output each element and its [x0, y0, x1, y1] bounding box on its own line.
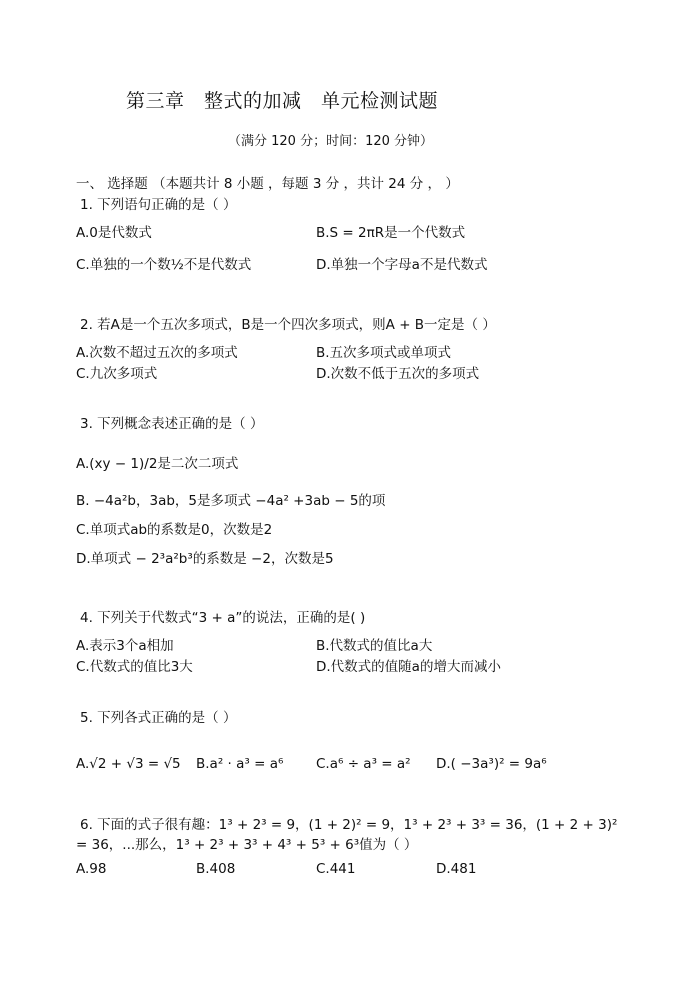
exam-info: （满分 120 分；时间：120 分钟） [228, 134, 434, 149]
question-1-option-d: D.单独一个字母a不是代数式 [316, 257, 488, 273]
question-1-option-c: C.单独的一个数½不是代数式 [76, 257, 252, 273]
question-4-option-b: B.代数式的值比a大 [316, 638, 433, 654]
page-title: 第三章 整式的加减 单元检测试题 [126, 90, 439, 112]
question-6-stem-line-1: 6. 下面的式子很有趣：1³ + 2³ = 9，(1 + 2)² = 9，1³ + 2³ + 3³ = 36，(1 + 2 + 3)² [80, 817, 618, 833]
question-6-option-a: A.98 [76, 861, 107, 877]
question-4-option-c: C.代数式的值比3大 [76, 659, 193, 675]
question-2-option-a: A.次数不超过五次的多项式 [76, 345, 238, 361]
question-3-stem: 3. 下列概念表述正确的是（ ） [80, 416, 264, 432]
question-1-option-b: B.S = 2πR是一个代数式 [316, 225, 466, 241]
question-2-stem: 2. 若A是一个五次多项式，B是一个四次多项式，则A + B一定是（ ） [80, 317, 496, 333]
question-3-option-c: C.单项式ab的系数是0，次数是2 [76, 522, 273, 538]
question-5-option-b: B.a² · a³ = a⁶ [196, 756, 284, 772]
section-heading: 一、 选择题 （本题共计 8 小题 ，每题 3 分 ，共计 24 分 ， ） [76, 176, 459, 192]
question-1-stem: 1. 下列语句正确的是（ ） [80, 197, 237, 213]
question-6-option-d: D.481 [436, 861, 477, 877]
question-6-option-c: C.441 [316, 861, 356, 877]
question-5-stem: 5. 下列各式正确的是（ ） [80, 710, 237, 726]
question-1-option-a: A.0是代数式 [76, 225, 152, 241]
question-5-option-c: C.a⁶ ÷ a³ = a² [316, 756, 411, 772]
question-2-option-b: B.五次多项式或单项式 [316, 345, 452, 361]
question-3-option-d: D.单项式 − 2³a²b³的系数是 −2，次数是5 [76, 551, 334, 567]
question-3-option-a: A.(xy − 1)/2是二次二项式 [76, 456, 239, 472]
question-4-option-a: A.表示3个a相加 [76, 638, 174, 654]
question-5-option-d: D.( −3a³)² = 9a⁶ [436, 756, 547, 772]
question-2-option-d: D.次数不低于五次的多项式 [316, 366, 480, 382]
question-6-stem-line-2: = 36，...那么，1³ + 2³ + 3³ + 4³ + 5³ + 6³值为（ ） [76, 837, 418, 853]
question-3-option-b: B. −4a²b，3ab，5是多项式 −4a² +3ab − 5的项 [76, 493, 386, 509]
question-5-option-a: A.√2 + √3 = √5 [76, 756, 181, 772]
question-6-option-b: B.408 [196, 861, 236, 877]
question-2-option-c: C.九次多项式 [76, 366, 158, 382]
question-4-option-d: D.代数式的值随a的增大而减小 [316, 659, 501, 675]
question-4-stem: 4. 下列关于代数式“3 + a”的说法，正确的是( ) [80, 610, 366, 626]
